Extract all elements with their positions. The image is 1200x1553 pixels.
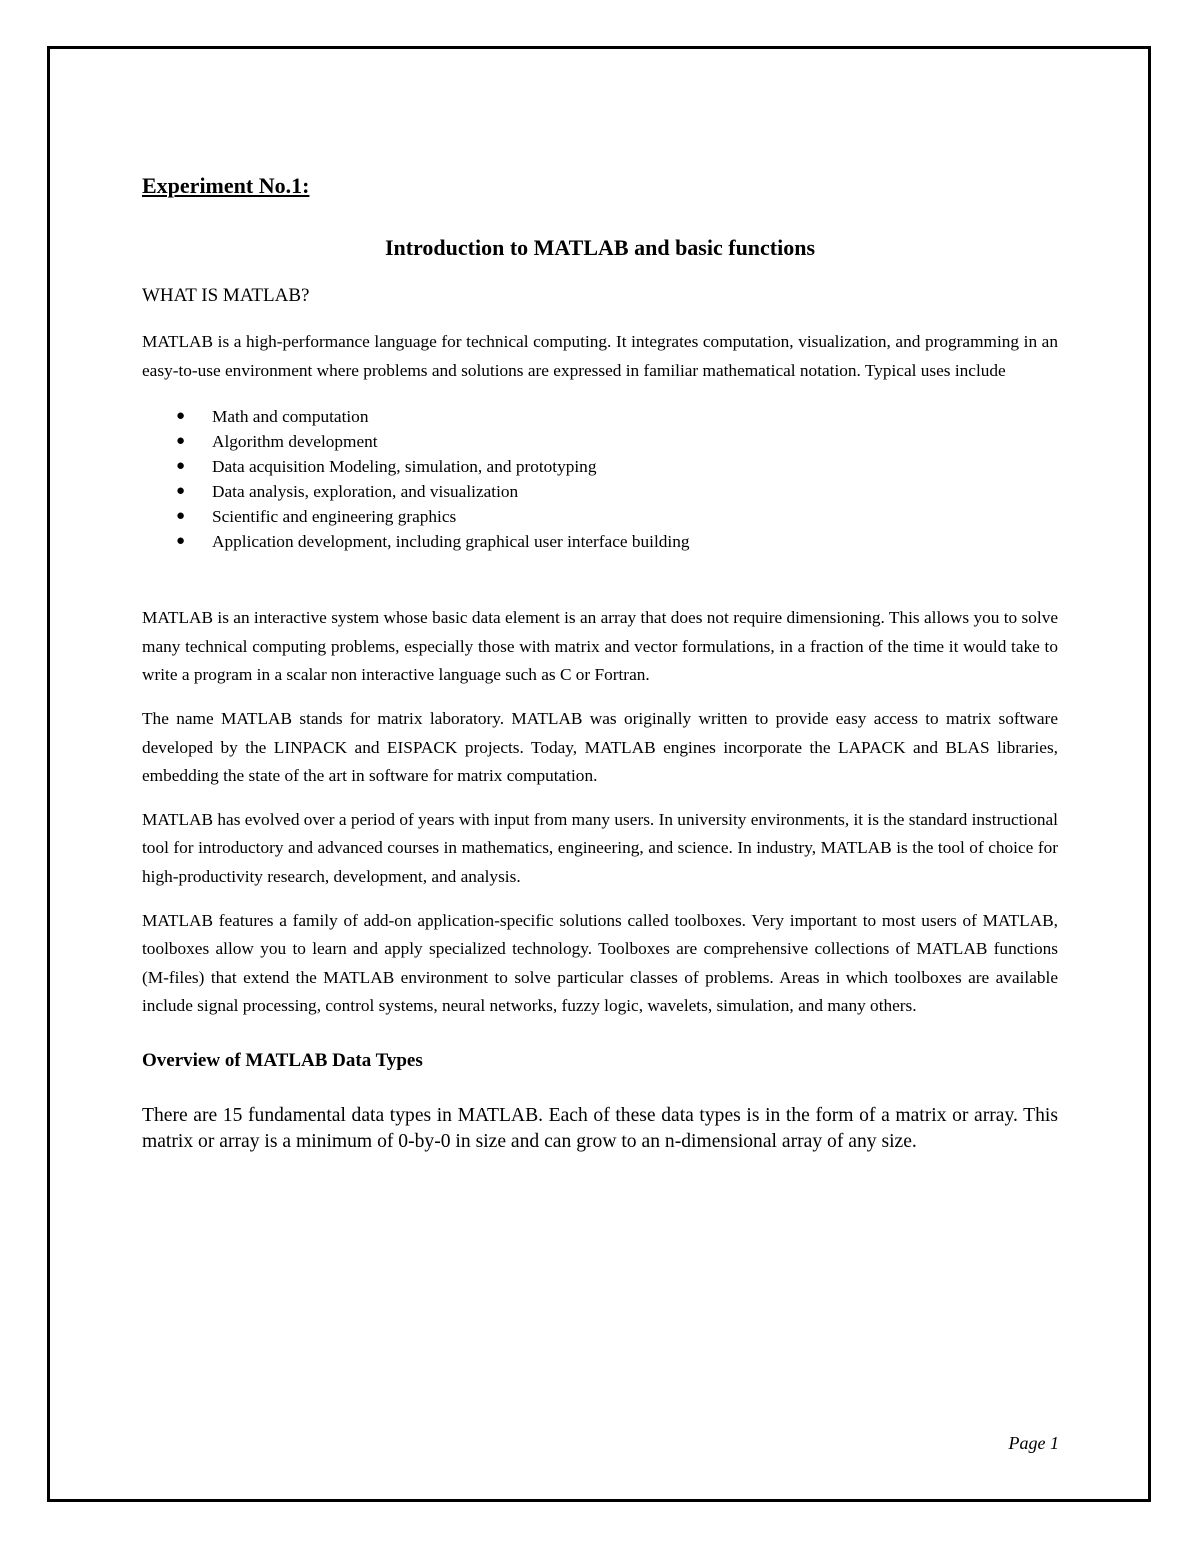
page-number: Page 1	[1008, 1433, 1059, 1453]
paragraph-data-types: There are 15 fundamental data types in MATLAB. Each of these data types is in the form of a matrix or array. This matrix or array is a minimum of 0-by-0 in size and can grow to an n-dimensional array of any size.	[142, 1104, 1058, 1152]
paragraph-name-origin: The name MATLAB stands for matrix laboratory. MATLAB was originally written to provide easy access to matrix software developed by the LINPACK and EISPACK projects. Today, MATLAB engines incorporate the LAPACK and BLAS libraries, embedding the state of the art in software for matrix computation.	[142, 708, 1058, 786]
list-item-text: Data acquisition Modeling, simulation, and prototyping	[212, 457, 597, 477]
list-item	[142, 479, 1058, 504]
uses-list	[142, 404, 1058, 554]
bullet-icon: ●	[176, 458, 186, 475]
experiment-heading: Experiment No.1:	[142, 173, 310, 198]
document-body	[142, 170, 1058, 1155]
list-item-text: Math and computation	[212, 407, 369, 427]
intro-paragraph: MATLAB is a high-performance language for technical computing. It integrates computation, visualization, and programming in an easy-to-use environment where problems and solutions are expressed in familiar mathematical notation. Typical uses include	[142, 332, 1058, 380]
paragraph-evolution: MATLAB has evolved over a period of years with input from many users. In university environments, it is the standard instructional tool for introductory and advanced courses in mathematics, engineering, and science. In industry, MATLAB is the tool of choice for high-productivity research, development, and analysis.	[142, 809, 1058, 886]
section-heading-what-is-matlab: WHAT IS MATLAB?	[142, 285, 310, 306]
list-item-text: Data analysis, exploration, and visualization	[212, 482, 519, 502]
list-item	[142, 504, 1058, 529]
bullet-icon: ●	[176, 483, 186, 500]
bullet-icon: ●	[176, 508, 186, 525]
section-heading-data-types: Overview of MATLAB Data Types	[142, 1049, 423, 1071]
bullet-icon: ●	[176, 408, 186, 425]
paragraph-toolboxes: MATLAB features a family of add-on application-specific solutions called toolboxes. Very important to most users of MATLAB, toolboxes allow you to learn and apply specialized technology. Toolboxes are comprehensive collections of MATLAB functions (M-files) that extend the MATLAB environment to solve particular classes of problems. Areas in which toolboxes are available include signal processing, control systems, neural networks, fuzzy logic, wavelets, simulation, and many others.	[142, 910, 1058, 1016]
bullet-icon: ●	[176, 533, 186, 550]
list-item-text: Scientific and engineering graphics	[212, 507, 457, 527]
document-title: Introduction to MATLAB and basic functions	[384, 235, 816, 260]
list-item-text: Application development, including graphical user interface building	[212, 532, 690, 552]
list-item	[142, 454, 1058, 479]
list-item	[142, 529, 1058, 554]
list-item	[142, 404, 1058, 429]
list-item-text: Algorithm development	[212, 432, 378, 452]
bullet-icon: ●	[176, 433, 186, 450]
paragraph-interactive-system: MATLAB is an interactive system whose basic data element is an array that does not require dimensioning. This allows you to solve many technical computing problems, especially those with matrix and vector formulations, in a fraction of the time it would take to write a program in a scalar non interactive language such as C or Fortran.	[142, 608, 1058, 685]
list-item	[142, 429, 1058, 454]
